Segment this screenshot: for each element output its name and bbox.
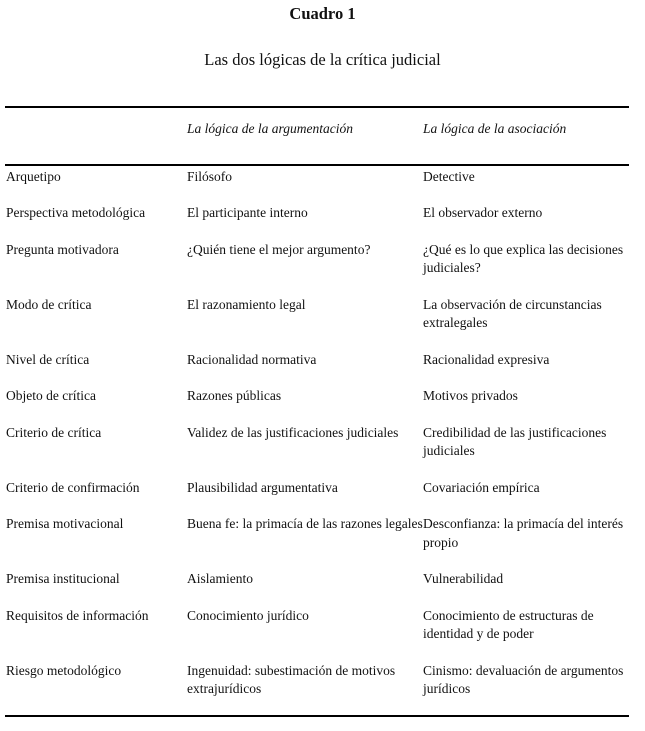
- table-row: [5, 515, 629, 570]
- asociacion-cell: La observación de circunstancias extralegales: [423, 296, 602, 330]
- row-label: Requisitos de información: [6, 607, 149, 623]
- argumentacion-cell: Filósofo: [187, 168, 233, 184]
- row-label: Pregunta motivadora: [6, 241, 119, 257]
- asociacion-cell: Credibilidad de las justificaciones judiciales: [423, 424, 607, 458]
- header-cell-asociacion: La lógica de la asociación: [423, 121, 567, 136]
- header-row: [5, 109, 629, 157]
- row-label: Objeto de crítica: [6, 388, 96, 403]
- table-row: [5, 662, 629, 717]
- table-body: [5, 157, 629, 717]
- argumentacion-cell: Buena fe: la primacía de las razones legales: [187, 516, 423, 531]
- row-label: Arquetipo: [6, 168, 61, 184]
- argumentacion-cell: Razones públicas: [187, 388, 282, 403]
- row-label: Premisa motivacional: [6, 516, 124, 531]
- row-label: Premisa institucional: [6, 571, 120, 586]
- table-caption-title: Las dos lógicas de la crítica judicial: [204, 50, 441, 69]
- table-row: [5, 296, 629, 351]
- row-label: Criterio de confirmación: [6, 479, 140, 495]
- top-rule: [5, 106, 629, 108]
- table-row: [5, 351, 629, 388]
- argumentacion-cell: Racionalidad normativa: [187, 351, 317, 367]
- argumentacion-cell: Ingenuidad: subestimación de motivos extrajurídicos: [187, 662, 396, 696]
- asociacion-cell: Cinismo: devaluación de argumentos jurídicos: [423, 662, 624, 696]
- asociacion-cell: Racionalidad expresiva: [423, 351, 550, 367]
- header-cell-argumentacion: La lógica de la argumentación: [187, 121, 353, 136]
- asociacion-cell: Conocimiento de estructuras de identidad y de poder: [423, 607, 594, 641]
- asociacion-cell: Motivos privados: [423, 388, 518, 403]
- header-cell-empty: [5, 109, 187, 157]
- table-row: [5, 479, 629, 516]
- argumentacion-cell: El participante interno: [187, 205, 308, 220]
- table-row: [5, 387, 629, 424]
- argumentacion-cell: Plausibilidad argumentativa: [187, 479, 338, 495]
- row-label: Nivel de crítica: [6, 351, 90, 367]
- asociacion-cell: El observador externo: [423, 205, 543, 220]
- argumentacion-cell: ¿Quién tiene el mejor argumento?: [187, 241, 371, 257]
- asociacion-cell: Detective: [423, 168, 475, 184]
- table-row: [5, 424, 629, 479]
- row-label: Modo de crítica: [6, 296, 92, 312]
- table-row: [5, 157, 629, 205]
- row-label: Perspectiva metodológica: [6, 205, 146, 220]
- table-row: [5, 570, 629, 607]
- table-row: [5, 241, 629, 296]
- asociacion-cell: Covariación empírica: [423, 479, 540, 495]
- comparison-table: [5, 109, 629, 717]
- row-label: Criterio de crítica: [6, 424, 102, 440]
- argumentacion-cell: Aislamiento: [187, 571, 253, 586]
- argumentacion-cell: Conocimiento jurídico: [187, 607, 309, 623]
- asociacion-cell: Desconfianza: la primacía del interés propio: [423, 516, 624, 550]
- asociacion-cell: ¿Qué es lo que explica las decisiones judiciales?: [423, 241, 624, 275]
- table-caption-number: Cuadro 1: [289, 4, 356, 23]
- argumentacion-cell: El razonamiento legal: [187, 296, 306, 312]
- asociacion-cell: Vulnerabilidad: [423, 571, 504, 586]
- row-label: Riesgo metodológico: [6, 662, 122, 678]
- table-row: [5, 204, 629, 241]
- table-row: [5, 607, 629, 662]
- argumentacion-cell: Validez de las justificaciones judiciales: [187, 424, 399, 440]
